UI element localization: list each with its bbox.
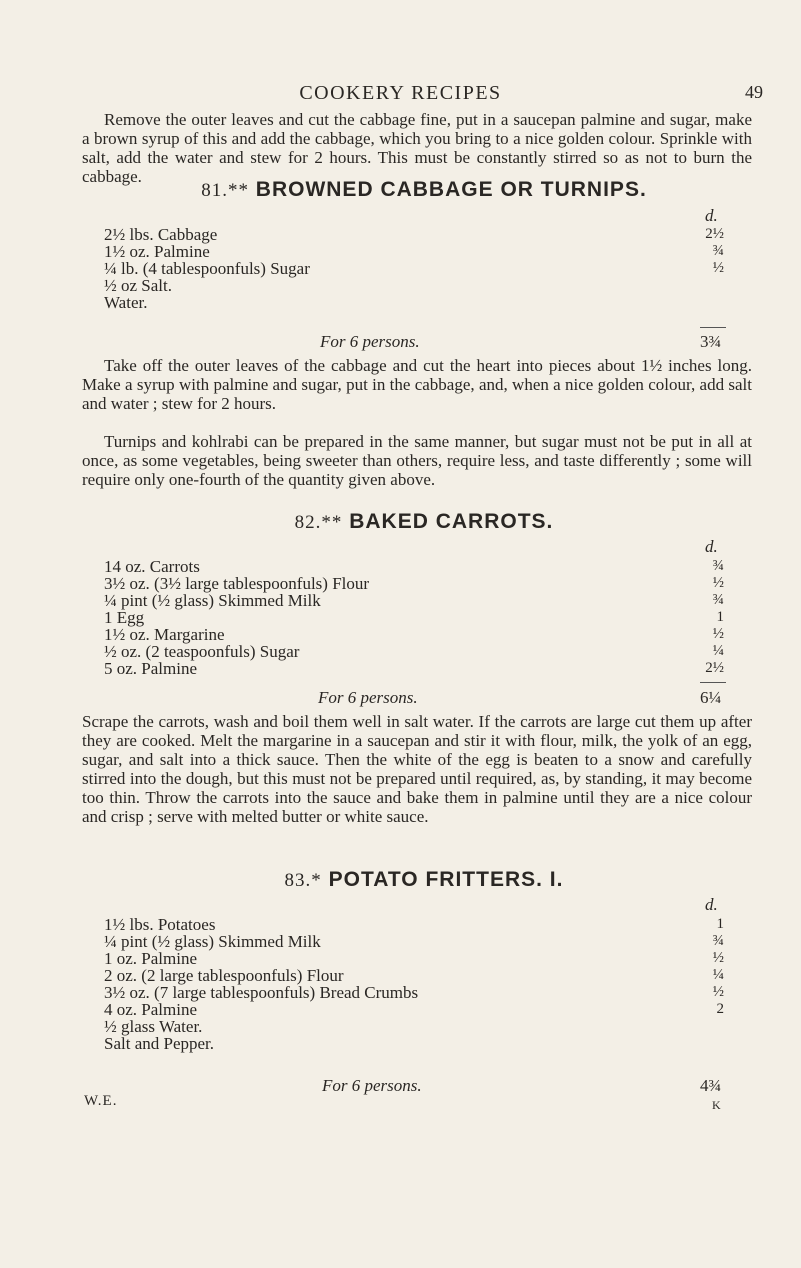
- ingredient-row: [104, 277, 744, 294]
- recipe-81-heading: [84, 178, 764, 202]
- ingredient-row: [104, 609, 744, 626]
- ingredient-row: [104, 626, 744, 643]
- ingredient-price: ¾: [712, 243, 724, 259]
- ingredient-text: ½ oz. (2 teaspoonfuls) Sugar: [104, 642, 300, 661]
- ingredient-row: [104, 933, 744, 950]
- ingredient-text: 1 oz. Palmine: [104, 949, 198, 968]
- ingredient-text: ½ glass Water.: [104, 1017, 203, 1036]
- ingredient-text: 3½ oz. (3½ large tablespoonfuls) Flour: [104, 574, 370, 593]
- ingredient-price: 2½: [705, 226, 724, 242]
- ingredient-price: ¾: [712, 592, 724, 608]
- ingredient-text: 1½ lbs. Potatoes: [104, 915, 216, 934]
- total-cost: 4¾: [700, 1076, 722, 1095]
- ingredient-text: Water.: [104, 293, 148, 312]
- ingredient-text: 5 oz. Palmine: [104, 659, 198, 678]
- ingredient-price: ¾: [712, 558, 724, 574]
- total-rule: [700, 682, 726, 683]
- signature-mark: W.E.: [84, 1093, 118, 1109]
- ingredient-row: [104, 592, 744, 609]
- method-paragraph: Turnips and kohlrabi can be prepared in the same manner, but sugar must not be put in all at once, as some vegetables, being sweeter than others, require less, and taste differently ; some will require only one-fourth of the quantity given above.: [82, 432, 752, 489]
- recipe-title: BROWNED CABBAGE OR TURNIPS.: [255, 178, 647, 201]
- ingredient-row: [104, 226, 744, 243]
- method-paragraph: Scrape the carrots, wash and boil them well in salt water. If the carrots are large cut them up after they are cooked. Melt the margarine in a saucepan and stir it with flour, milk, the yolk of an egg, sugar, and salt into a thick sauce. Then the white of the egg is beaten to a snow and carefully stirred into the dough, but this must not be prepared until required, as, by standing, it may become too thin. Throw the carrots into the sauce and bake them in palmine until they are a nice colour and crisp ; serve with melted butter or white sauce.: [82, 712, 752, 826]
- recipe-83-heading: [84, 868, 764, 892]
- ingredient-row: [104, 1035, 744, 1052]
- ingredient-row: [104, 660, 744, 677]
- ingredient-text: 14 oz. Carrots: [104, 557, 200, 576]
- ingredient-row: [104, 260, 744, 277]
- ingredient-row: [104, 950, 744, 967]
- currency-label: d.: [705, 895, 718, 914]
- recipe-number: 82.**: [294, 512, 343, 533]
- ingredient-text: Salt and Pepper.: [104, 1034, 215, 1053]
- ingredient-text: 1½ oz. Palmine: [104, 242, 210, 261]
- currency-label: d.: [705, 537, 718, 556]
- servings-note: For 6 persons.: [320, 332, 420, 351]
- running-head: COOKERY RECIPES: [299, 82, 502, 104]
- ingredient-list: [104, 916, 744, 1052]
- ingredient-row: [104, 967, 744, 984]
- ingredient-text: 1½ oz. Margarine: [104, 625, 225, 644]
- ingredient-list: [104, 558, 744, 677]
- ingredient-price: ¼: [712, 967, 724, 983]
- ingredient-price: ½: [712, 984, 724, 1000]
- ingredient-row: [104, 984, 744, 1001]
- ingredient-row: [104, 558, 744, 575]
- ingredient-text: 4 oz. Palmine: [104, 1000, 198, 1019]
- ingredient-price: ¾: [712, 933, 724, 949]
- intro-paragraph: Remove the outer leaves and cut the cabbage fine, put in a saucepan palmine and sugar, make a brown syrup of this and add the cabbage, which you bring to a nice golden colour. Sprinkle with salt, add the water and stew for 2 hours. This must be constantly stirred so as not to burn the cabbage.: [82, 110, 752, 186]
- currency-label: d.: [705, 206, 718, 225]
- ingredient-row: [104, 916, 744, 933]
- recipe-title: POTATO FRITTERS. I.: [328, 868, 564, 891]
- ingredient-row: [104, 1018, 744, 1035]
- ingredient-text: 2½ lbs. Cabbage: [104, 225, 218, 244]
- method-paragraph: Take off the outer leaves of the cabbage and cut the heart into pieces about 1½ inches long. Make a syrup with palmine and sugar, put in the cabbage, and, when a nice golden colour, add salt and water ; stew for 2 hours.: [82, 356, 752, 413]
- total-rule: [700, 327, 726, 328]
- signature-mark: K: [712, 1098, 722, 1112]
- ingredient-text: 3½ oz. (7 large tablespoonfuls) Bread Crumbs: [104, 983, 419, 1002]
- recipe-title: BAKED CARROTS.: [349, 510, 554, 533]
- servings-note: For 6 persons.: [318, 688, 418, 707]
- ingredient-row: [104, 1001, 744, 1018]
- ingredient-row: [104, 643, 744, 660]
- total-cost: 3¾: [700, 332, 722, 351]
- ingredient-price: 2½: [705, 660, 724, 676]
- ingredient-text: 2 oz. (2 large tablespoonfuls) Flour: [104, 966, 344, 985]
- ingredient-row: [104, 294, 744, 311]
- servings-note: For 6 persons.: [322, 1076, 422, 1095]
- ingredient-price: 2: [716, 1001, 724, 1017]
- ingredient-list: [104, 226, 744, 311]
- recipe-number: 81.**: [201, 180, 249, 201]
- recipe-number: 83.*: [284, 870, 322, 891]
- ingredient-price: ¼: [712, 643, 724, 659]
- ingredient-text: ¼ pint (½ glass) Skimmed Milk: [104, 591, 321, 610]
- ingredient-row: [104, 243, 744, 260]
- ingredient-price: ½: [712, 950, 724, 966]
- ingredient-text: ¼ pint (½ glass) Skimmed Milk: [104, 932, 321, 951]
- ingredient-text: 1 Egg: [104, 608, 145, 627]
- ingredient-text: ½ oz Salt.: [104, 276, 172, 295]
- ingredient-price: 1: [716, 916, 724, 932]
- ingredient-text: ¼ lb. (4 tablespoonfuls) Sugar: [104, 259, 310, 278]
- page-number: 49: [745, 82, 763, 102]
- ingredient-price: ½: [712, 575, 724, 591]
- ingredient-price: ½: [712, 260, 724, 276]
- recipe-82-heading: [84, 510, 764, 534]
- total-cost: 6¼: [700, 688, 722, 707]
- ingredient-row: [104, 575, 744, 592]
- ingredient-price: ½: [712, 626, 724, 642]
- ingredient-price: 1: [716, 609, 724, 625]
